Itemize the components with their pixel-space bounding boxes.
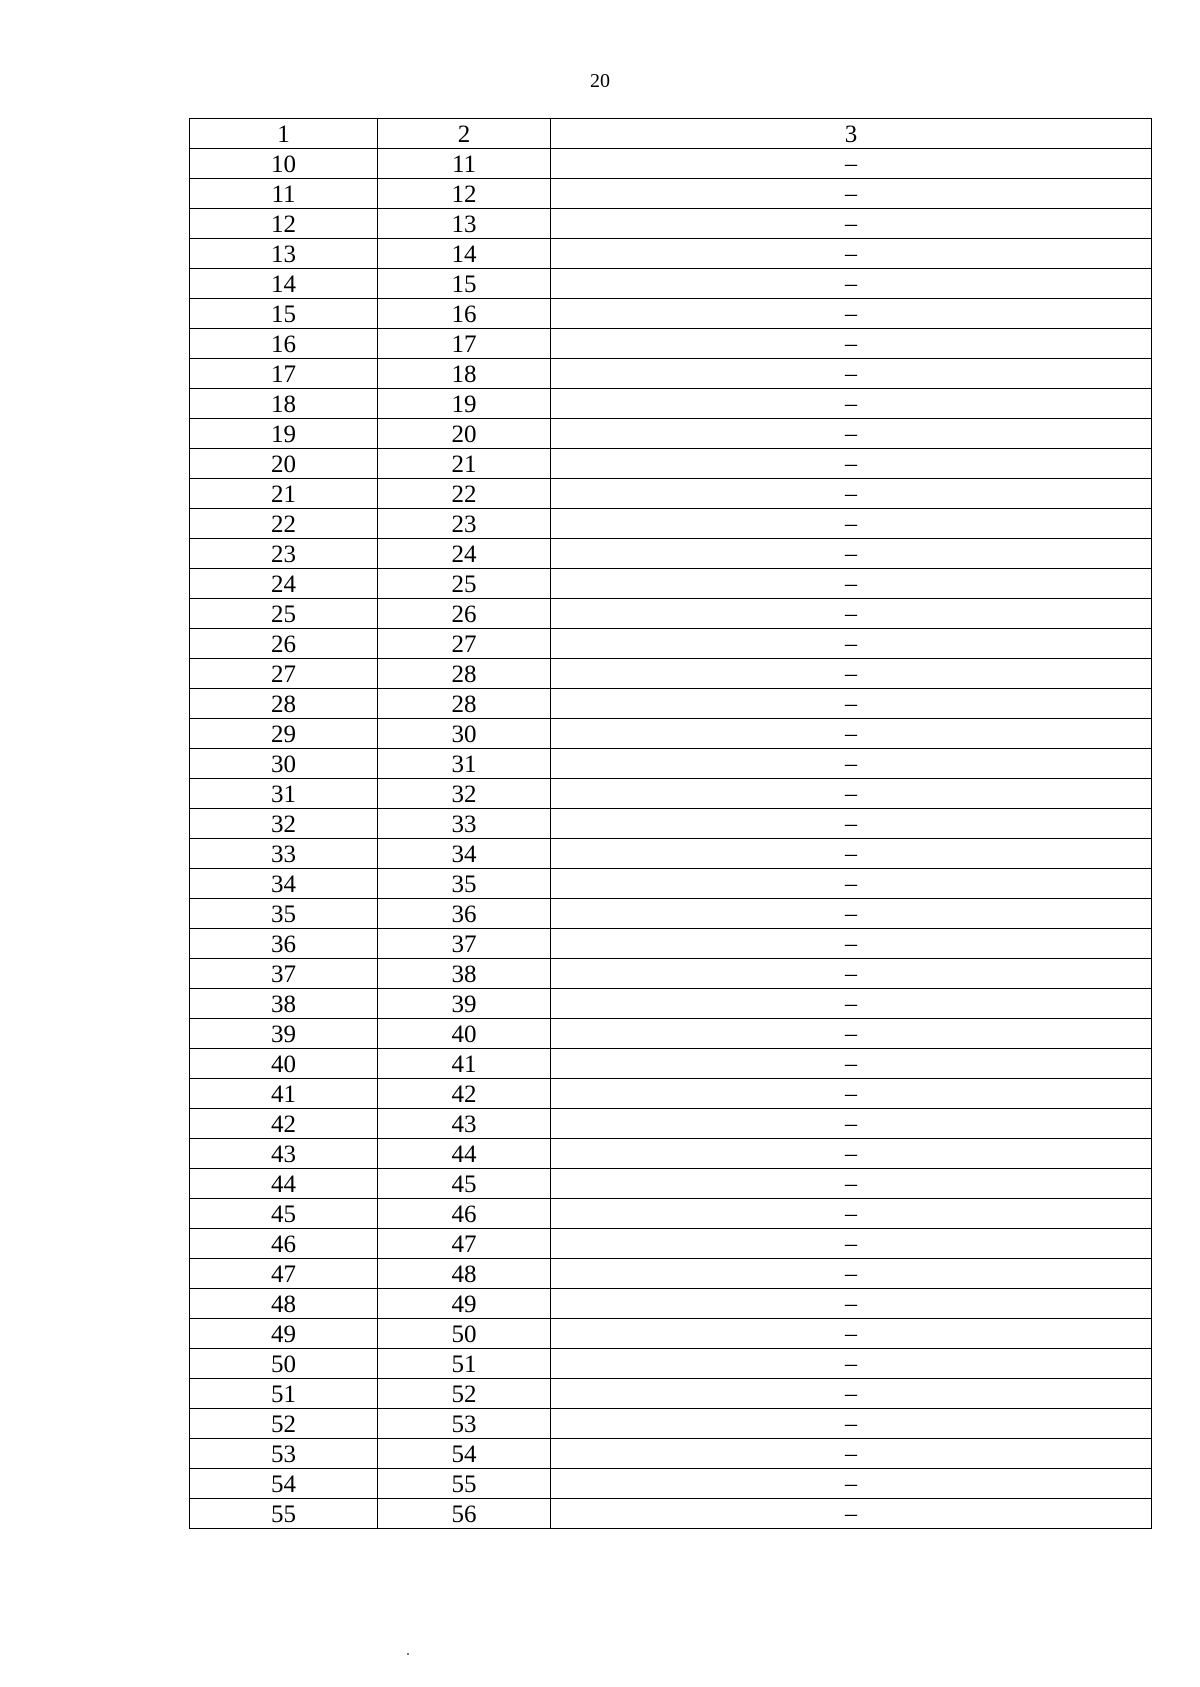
page-number: 20: [590, 70, 610, 92]
table-row: [190, 209, 1152, 239]
table-cell-col1: 22: [190, 509, 378, 539]
table-row: [190, 1349, 1152, 1379]
table-cell-col2: 16: [378, 299, 551, 329]
table-cell-col2: 27: [378, 629, 551, 659]
table-cell-col2: 31: [378, 749, 551, 779]
table-cell-col1: 45: [190, 1199, 378, 1229]
table-cell-col2: 36: [378, 899, 551, 929]
table-cell-col3: –: [551, 689, 1152, 719]
table-cell-col3: –: [551, 1259, 1152, 1289]
table-row: [190, 1109, 1152, 1139]
table-row: [190, 239, 1152, 269]
table-cell-col2: 26: [378, 599, 551, 629]
table-cell-col2: 53: [378, 1409, 551, 1439]
table-row: [190, 1409, 1152, 1439]
table-row: [190, 179, 1152, 209]
table-row: [190, 329, 1152, 359]
table-cell-col3: –: [551, 1319, 1152, 1349]
table-row: [190, 629, 1152, 659]
table-row: [190, 1319, 1152, 1349]
table-row: [190, 899, 1152, 929]
table-cell-col3: –: [551, 719, 1152, 749]
table-row: [190, 1439, 1152, 1469]
table-cell-col2: 14: [378, 239, 551, 269]
table-cell-col1: 52: [190, 1409, 378, 1439]
table-row: [190, 809, 1152, 839]
table-cell-col3: –: [551, 419, 1152, 449]
table-cell-col3: –: [551, 1079, 1152, 1109]
table-cell-col3: –: [551, 359, 1152, 389]
table-cell-col1: 41: [190, 1079, 378, 1109]
table-cell-col1: 33: [190, 839, 378, 869]
table-cell-col1: 50: [190, 1349, 378, 1379]
table-row: [190, 389, 1152, 419]
table-cell-col3: –: [551, 1169, 1152, 1199]
table-row: [190, 779, 1152, 809]
table-cell-col3: –: [551, 1289, 1152, 1319]
table-cell-col2: 51: [378, 1349, 551, 1379]
table-cell-col3: –: [551, 1229, 1152, 1259]
table-row: [190, 1079, 1152, 1109]
table-row: [190, 509, 1152, 539]
table-cell-col1: 31: [190, 779, 378, 809]
column-header-1: 1: [190, 119, 378, 149]
table-cell-col1: 28: [190, 689, 378, 719]
table-cell-col3: –: [551, 659, 1152, 689]
table-cell-col2: 11: [378, 149, 551, 179]
table-cell-col3: –: [551, 389, 1152, 419]
table-row: [190, 539, 1152, 569]
table-cell-col2: 35: [378, 869, 551, 899]
table-cell-col1: 17: [190, 359, 378, 389]
table-cell-col1: 47: [190, 1259, 378, 1289]
table-row: [190, 1169, 1152, 1199]
table-row: [190, 749, 1152, 779]
table-cell-col3: –: [551, 989, 1152, 1019]
table-cell-col3: –: [551, 239, 1152, 269]
data-table-container: [189, 118, 1151, 1529]
table-cell-col1: 53: [190, 1439, 378, 1469]
table-row: [190, 1289, 1152, 1319]
table-cell-col2: 40: [378, 1019, 551, 1049]
table-row: [190, 569, 1152, 599]
table-cell-col2: 48: [378, 1259, 551, 1289]
table-row: [190, 1199, 1152, 1229]
table-cell-col1: 46: [190, 1229, 378, 1259]
table-cell-col1: 19: [190, 419, 378, 449]
table-cell-col2: 22: [378, 479, 551, 509]
table-cell-col1: 30: [190, 749, 378, 779]
table-cell-col3: –: [551, 1049, 1152, 1079]
table-row: [190, 359, 1152, 389]
table-cell-col2: 25: [378, 569, 551, 599]
column-header-2: 2: [378, 119, 551, 149]
table-row: [190, 1019, 1152, 1049]
table-cell-col3: –: [551, 209, 1152, 239]
table-cell-col2: 43: [378, 1109, 551, 1139]
table-cell-col2: 39: [378, 989, 551, 1019]
table-cell-col1: 42: [190, 1109, 378, 1139]
table-cell-col3: –: [551, 1349, 1152, 1379]
table-cell-col3: –: [551, 1019, 1152, 1049]
table-cell-col1: 16: [190, 329, 378, 359]
table-cell-col2: 28: [378, 659, 551, 689]
table-cell-col3: –: [551, 599, 1152, 629]
table-row: [190, 989, 1152, 1019]
table-row: [190, 1229, 1152, 1259]
table-cell-col3: –: [551, 779, 1152, 809]
table-cell-col3: –: [551, 1379, 1152, 1409]
table-cell-col3: –: [551, 149, 1152, 179]
table-cell-col2: 47: [378, 1229, 551, 1259]
table-cell-col1: 48: [190, 1289, 378, 1319]
table-cell-col3: –: [551, 749, 1152, 779]
table-row: [190, 599, 1152, 629]
table-cell-col1: 39: [190, 1019, 378, 1049]
table-cell-col3: –: [551, 269, 1152, 299]
table-row: [190, 929, 1152, 959]
table-row: [190, 299, 1152, 329]
table-cell-col3: –: [551, 1439, 1152, 1469]
table-cell-col1: 49: [190, 1319, 378, 1349]
table-cell-col2: 32: [378, 779, 551, 809]
table-cell-col2: 41: [378, 1049, 551, 1079]
table-row: [190, 1499, 1152, 1529]
table-cell-col2: 38: [378, 959, 551, 989]
table-row: [190, 959, 1152, 989]
data-table: [189, 118, 1152, 1529]
table-cell-col2: 45: [378, 1169, 551, 1199]
table-cell-col3: –: [551, 839, 1152, 869]
table-row: [190, 1139, 1152, 1169]
table-cell-col1: 32: [190, 809, 378, 839]
table-cell-col3: –: [551, 569, 1152, 599]
table-row: [190, 689, 1152, 719]
table-cell-col3: –: [551, 479, 1152, 509]
table-cell-col3: –: [551, 809, 1152, 839]
table-cell-col2: 24: [378, 539, 551, 569]
table-cell-col1: 26: [190, 629, 378, 659]
table-cell-col1: 15: [190, 299, 378, 329]
column-header-3: 3: [551, 119, 1152, 149]
table-cell-col2: 30: [378, 719, 551, 749]
table-cell-col1: 36: [190, 929, 378, 959]
table-cell-col2: 50: [378, 1319, 551, 1349]
table-cell-col2: 42: [378, 1079, 551, 1109]
table-cell-col3: –: [551, 179, 1152, 209]
table-cell-col2: 33: [378, 809, 551, 839]
table-cell-col3: –: [551, 899, 1152, 929]
table-cell-col1: 13: [190, 239, 378, 269]
table-cell-col2: 37: [378, 929, 551, 959]
table-row: [190, 839, 1152, 869]
table-cell-col1: 20: [190, 449, 378, 479]
table-cell-col2: 28: [378, 689, 551, 719]
table-row: [190, 269, 1152, 299]
table-cell-col1: 10: [190, 149, 378, 179]
table-cell-col3: –: [551, 539, 1152, 569]
table-row: [190, 1049, 1152, 1079]
table-cell-col3: –: [551, 629, 1152, 659]
table-cell-col1: 44: [190, 1169, 378, 1199]
table-cell-col2: 19: [378, 389, 551, 419]
table-cell-col2: 18: [378, 359, 551, 389]
table-cell-col3: –: [551, 959, 1152, 989]
table-row: [190, 719, 1152, 749]
table-cell-col2: 21: [378, 449, 551, 479]
table-cell-col1: 14: [190, 269, 378, 299]
table-cell-col1: 18: [190, 389, 378, 419]
table-cell-col1: 21: [190, 479, 378, 509]
table-cell-col2: 23: [378, 509, 551, 539]
table-cell-col1: 40: [190, 1049, 378, 1079]
table-row: [190, 149, 1152, 179]
table-cell-col1: 35: [190, 899, 378, 929]
table-cell-col2: 52: [378, 1379, 551, 1409]
table-cell-col1: 24: [190, 569, 378, 599]
table-cell-col1: 25: [190, 599, 378, 629]
table-row: [190, 659, 1152, 689]
table-cell-col3: –: [551, 329, 1152, 359]
table-cell-col3: –: [551, 449, 1152, 479]
table-cell-col2: 13: [378, 209, 551, 239]
table-row: [190, 1469, 1152, 1499]
table-cell-col1: 34: [190, 869, 378, 899]
table-cell-col1: 37: [190, 959, 378, 989]
table-cell-col1: 12: [190, 209, 378, 239]
table-cell-col3: –: [551, 869, 1152, 899]
table-header-row: [190, 119, 1152, 149]
table-row: [190, 1379, 1152, 1409]
table-cell-col1: 23: [190, 539, 378, 569]
table-cell-col3: –: [551, 929, 1152, 959]
table-cell-col2: 55: [378, 1469, 551, 1499]
table-cell-col1: 51: [190, 1379, 378, 1409]
table-cell-col2: 20: [378, 419, 551, 449]
table-cell-col2: 17: [378, 329, 551, 359]
table-row: [190, 1259, 1152, 1289]
table-cell-col3: –: [551, 1409, 1152, 1439]
table-cell-col2: 46: [378, 1199, 551, 1229]
table-cell-col2: 56: [378, 1499, 551, 1529]
table-cell-col3: –: [551, 509, 1152, 539]
table-cell-col2: 54: [378, 1439, 551, 1469]
table-cell-col1: 27: [190, 659, 378, 689]
table-cell-col1: 43: [190, 1139, 378, 1169]
table-cell-col3: –: [551, 1499, 1152, 1529]
table-cell-col3: –: [551, 1469, 1152, 1499]
table-row: [190, 419, 1152, 449]
table-cell-col3: –: [551, 1199, 1152, 1229]
table-cell-col3: –: [551, 1139, 1152, 1169]
table-cell-col2: 49: [378, 1289, 551, 1319]
table-cell-col2: 44: [378, 1139, 551, 1169]
table-cell-col3: –: [551, 299, 1152, 329]
table-cell-col1: 29: [190, 719, 378, 749]
table-cell-col2: 15: [378, 269, 551, 299]
table-body: [190, 149, 1152, 1529]
table-cell-col1: 38: [190, 989, 378, 1019]
table-row: [190, 869, 1152, 899]
table-cell-col1: 54: [190, 1469, 378, 1499]
table-cell-col1: 55: [190, 1499, 378, 1529]
table-row: [190, 479, 1152, 509]
table-row: [190, 449, 1152, 479]
table-cell-col2: 34: [378, 839, 551, 869]
table-cell-col1: 11: [190, 179, 378, 209]
scan-speck: [407, 1653, 409, 1655]
table-cell-col2: 12: [378, 179, 551, 209]
table-cell-col3: –: [551, 1109, 1152, 1139]
